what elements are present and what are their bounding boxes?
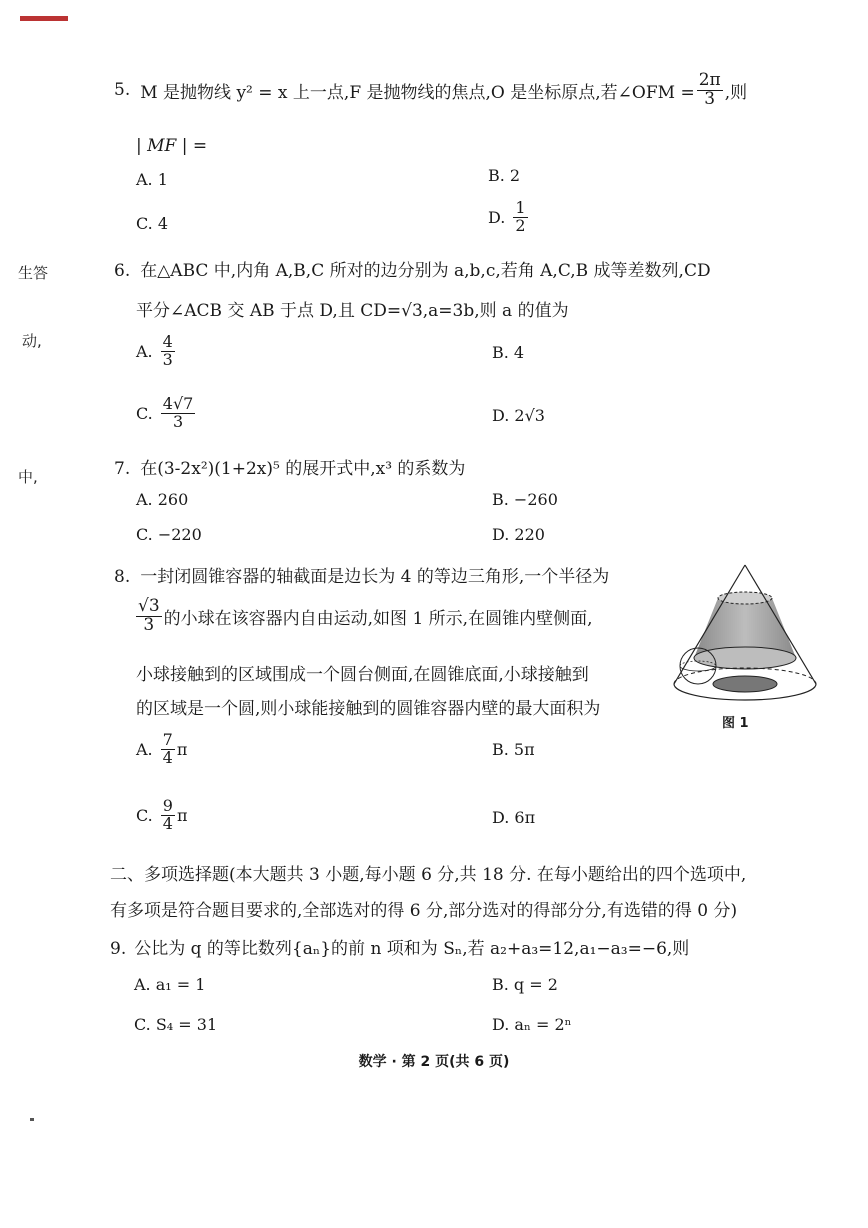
q9-stem bbox=[110, 934, 689, 959]
base-contact-circle bbox=[713, 676, 777, 692]
q8-radius-frac bbox=[136, 598, 162, 635]
q5-option-d-label: D. bbox=[488, 207, 506, 227]
q8-number: 8. bbox=[114, 567, 131, 587]
q6-option-b: B. 4 bbox=[492, 343, 525, 362]
q8-option-c-frac bbox=[161, 798, 175, 833]
q5-option-a: A. 1 bbox=[136, 170, 168, 189]
q6-option-c-den: 3 bbox=[172, 411, 184, 431]
q5-option-d-frac bbox=[513, 200, 527, 235]
q8-option-a-frac bbox=[161, 732, 175, 767]
q5-text: M 是抛物线 y² = x 上一点,F 是抛物线的焦点,O 是坐标原点,若∠OFM = bbox=[140, 82, 695, 103]
margin-note-2: 动, bbox=[22, 332, 42, 350]
q6-option-a-frac bbox=[161, 334, 175, 369]
q8-option-c-label: C. bbox=[136, 805, 153, 825]
q8-line3: 小球接触到的区域围成一个圆台侧面,在圆锥底面,小球接触到 bbox=[136, 665, 589, 685]
q9-number: 9. bbox=[110, 939, 127, 959]
q6-line2: 平分∠ACB 交 AB 于点 D,且 CD=√3,a=3b,则 a 的值为 bbox=[136, 301, 569, 321]
section2-note: 有多项是符合题目要求的,全部选对的得 6 分,部分选对的得部分分,有选错的得 0 分) bbox=[110, 901, 738, 921]
q9-option-c: C. S₄ = 31 bbox=[134, 1015, 218, 1034]
q6-option-a-label: A. bbox=[136, 341, 153, 361]
cone-figure bbox=[660, 560, 830, 710]
scan-mark bbox=[20, 16, 68, 21]
scan-dot bbox=[30, 1118, 34, 1121]
q9-option-d: D. aₙ = 2ⁿ bbox=[492, 1015, 572, 1034]
q6-option-a bbox=[136, 334, 177, 369]
q8-option-a-num: 7 bbox=[162, 730, 173, 749]
q8-option-a-den: 4 bbox=[162, 747, 173, 767]
q7-text: 在(3-2x²)(1+2x)⁵ 的展开式中,x³ 的系数为 bbox=[140, 459, 466, 479]
figure-caption: 图 1 bbox=[722, 716, 749, 731]
q8-option-a-label: A. bbox=[136, 739, 153, 759]
q9-option-a: A. a₁ = 1 bbox=[134, 975, 206, 994]
q5-text-end: ,则 bbox=[724, 82, 748, 103]
q7-option-b: B. −260 bbox=[492, 490, 558, 509]
q8-line1 bbox=[114, 562, 609, 587]
q7-stem bbox=[114, 454, 465, 479]
q5-frac-num: 2π bbox=[698, 70, 721, 90]
q8-line4: 的区域是一个圆,则小球能接触到的圆锥容器内壁的最大面积为 bbox=[136, 699, 601, 719]
q9-option-b: B. q = 2 bbox=[492, 975, 558, 994]
q5-option-c: C. 4 bbox=[136, 214, 169, 233]
q8-option-c bbox=[136, 798, 187, 833]
q6-option-c bbox=[136, 396, 197, 431]
frustum-top-ellipse bbox=[718, 592, 772, 604]
q6-text-1: 在△ABC 中,内角 A,B,C 所对的边分别为 a,b,c,若角 A,C,B 成等差数列,CD bbox=[140, 261, 711, 281]
q6-option-c-label: C. bbox=[136, 403, 153, 423]
q5-frac-den: 3 bbox=[704, 88, 716, 109]
q6-option-c-frac bbox=[161, 396, 196, 431]
q5-number: 5. bbox=[114, 80, 131, 101]
q7-option-a: A. 260 bbox=[136, 490, 189, 509]
q8-option-c-den: 4 bbox=[162, 813, 173, 833]
q5-line2: | MF | = bbox=[136, 136, 208, 156]
q5-option-d bbox=[488, 200, 530, 235]
margin-note-1: 生答 bbox=[18, 264, 49, 282]
q8-option-c-num: 9 bbox=[162, 796, 173, 815]
q8-option-a bbox=[136, 732, 187, 767]
q5-option-b: B. 2 bbox=[488, 166, 521, 185]
q7-option-d: D. 220 bbox=[492, 525, 545, 544]
margin-note-3: 中, bbox=[18, 468, 38, 486]
q8-text-1: 一封闭圆锥容器的轴截面是边长为 4 的等边三角形,一个半径为 bbox=[140, 567, 610, 587]
q8-text-2: 的小球在该容器内自由运动,如图 1 所示,在圆锥内壁侧面, bbox=[163, 608, 593, 629]
q6-number: 6. bbox=[114, 261, 131, 281]
q8-option-c-pi: π bbox=[176, 805, 188, 825]
frustum-bottom-ellipse bbox=[694, 647, 796, 669]
section2-heading: 二、多项选择题(本大题共 3 小题,每小题 6 分,共 18 分. 在每小题给出的四个选项中, bbox=[110, 865, 747, 885]
q9-text: 公比为 q 的等比数列{aₙ}的前 n 项和为 Sₙ,若 a₂+a₃=12,a₁−a₃=−6,则 bbox=[134, 939, 690, 959]
q8-option-d: D. 6π bbox=[492, 808, 536, 827]
q7-number: 7. bbox=[114, 459, 131, 479]
ball-equator-front bbox=[680, 666, 716, 671]
page-footer: 数学 · 第 2 页(共 6 页) bbox=[358, 1054, 510, 1070]
q8-radius-num: √3 bbox=[138, 596, 160, 616]
q7-option-c: C. −220 bbox=[136, 525, 202, 544]
q8-radius-den: 3 bbox=[143, 614, 155, 635]
q5-stem bbox=[114, 72, 747, 109]
q8-option-a-pi: π bbox=[176, 739, 188, 759]
q8-option-b: B. 5π bbox=[492, 740, 535, 759]
q8-line2 bbox=[134, 598, 593, 635]
q5-fraction bbox=[697, 72, 723, 109]
q5-option-d-den: 2 bbox=[515, 215, 526, 235]
q6-option-d: D. 2√3 bbox=[492, 406, 545, 425]
q6-option-c-num: 4√7 bbox=[162, 394, 194, 413]
q6-option-a-num: 4 bbox=[162, 332, 173, 351]
q6-option-a-den: 3 bbox=[162, 349, 173, 369]
q5-option-d-num: 1 bbox=[515, 198, 526, 217]
q6-line1 bbox=[114, 256, 711, 281]
